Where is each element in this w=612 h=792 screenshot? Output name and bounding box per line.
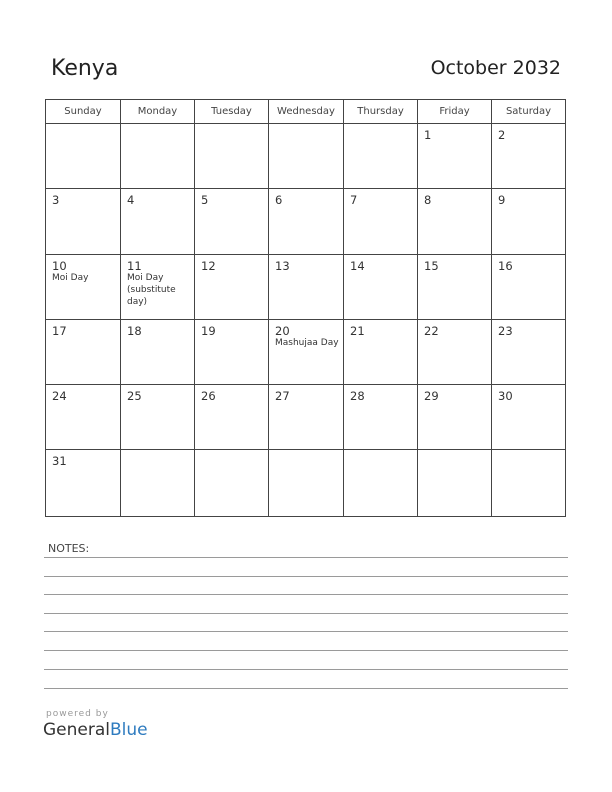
day-cell-empty[interactable] [418, 450, 492, 516]
weekday-tuesday: Tuesday [195, 100, 269, 123]
day-cell-26[interactable] [195, 385, 269, 449]
day-cell-1[interactable] [418, 124, 492, 188]
day-cell-11[interactable] [121, 255, 195, 319]
day-number: 12 [201, 259, 216, 273]
country-title: Kenya [51, 56, 119, 81]
day-number: 31 [52, 454, 67, 468]
day-number: 23 [498, 324, 513, 338]
day-number: 13 [275, 259, 290, 273]
day-number: 16 [498, 259, 513, 273]
day-number: 26 [201, 389, 216, 403]
notes-label: NOTES: [48, 542, 90, 555]
day-cell-8[interactable] [418, 189, 492, 254]
notes-line [44, 650, 568, 651]
day-number: 6 [275, 193, 283, 207]
weekday-wednesday: Wednesday [269, 100, 344, 123]
day-number: 2 [498, 128, 506, 142]
day-cell-empty[interactable] [46, 124, 121, 188]
day-number: 15 [424, 259, 439, 273]
day-number: 3 [52, 193, 60, 207]
weekday-header-row [46, 100, 565, 124]
weekday-sunday: Sunday [46, 100, 121, 123]
day-cell-30[interactable] [492, 385, 565, 449]
day-cell-9[interactable] [492, 189, 565, 254]
day-number: 30 [498, 389, 513, 403]
day-cell-21[interactable] [344, 320, 418, 384]
day-cell-27[interactable] [269, 385, 344, 449]
day-cell-2[interactable] [492, 124, 565, 188]
holiday-label: Moi Day (substitute day) [127, 273, 176, 307]
day-cell-25[interactable] [121, 385, 195, 449]
day-cell-empty[interactable] [269, 450, 344, 516]
day-cell-20[interactable] [269, 320, 344, 384]
day-cell-31[interactable] [46, 450, 121, 516]
day-cell-3[interactable] [46, 189, 121, 254]
day-cell-29[interactable] [418, 385, 492, 449]
day-number: 28 [350, 389, 365, 403]
day-number: 22 [424, 324, 439, 338]
weekday-monday: Monday [121, 100, 195, 123]
day-cell-13[interactable] [269, 255, 344, 319]
week-row [46, 189, 565, 255]
day-cell-6[interactable] [269, 189, 344, 254]
day-cell-empty[interactable] [344, 124, 418, 188]
day-cell-5[interactable] [195, 189, 269, 254]
day-number: 14 [350, 259, 365, 273]
day-number: 5 [201, 193, 209, 207]
day-number: 8 [424, 193, 432, 207]
month-year-title: October 2032 [430, 57, 561, 79]
calendar-grid [45, 99, 566, 517]
day-cell-24[interactable] [46, 385, 121, 449]
day-number: 24 [52, 389, 67, 403]
day-number: 7 [350, 193, 358, 207]
day-number: 27 [275, 389, 290, 403]
day-number: 19 [201, 324, 216, 338]
day-cell-empty[interactable] [195, 450, 269, 516]
holiday-label: Mashujaa Day [275, 338, 339, 348]
day-cell-28[interactable] [344, 385, 418, 449]
day-cell-17[interactable] [46, 320, 121, 384]
day-cell-10[interactable] [46, 255, 121, 319]
day-cell-22[interactable] [418, 320, 492, 384]
notes-line [44, 613, 568, 614]
day-number: 25 [127, 389, 142, 403]
weekday-saturday: Saturday [505, 106, 552, 117]
day-cell-12[interactable] [195, 255, 269, 319]
day-cell-empty[interactable] [269, 124, 344, 188]
day-cell-19[interactable] [195, 320, 269, 384]
day-number: 9 [498, 193, 506, 207]
day-cell-14[interactable] [344, 255, 418, 319]
day-number: 20 [275, 324, 290, 338]
day-number: 29 [424, 389, 439, 403]
brand-blue: Blue [110, 720, 148, 740]
brand-logo[interactable] [43, 720, 148, 740]
weekday-thursday: Thursday [344, 100, 418, 123]
week-row [46, 385, 565, 450]
day-cell-16[interactable] [492, 255, 565, 319]
day-cell-15[interactable] [418, 255, 492, 319]
day-number: 21 [350, 324, 365, 338]
day-number: 10 [52, 259, 67, 273]
notes-line [44, 688, 568, 689]
day-cell-empty[interactable] [492, 450, 565, 516]
day-cell-7[interactable] [344, 189, 418, 254]
weekday-friday: Friday [418, 100, 492, 123]
day-cell-empty[interactable] [195, 124, 269, 188]
week-row [46, 450, 565, 516]
day-cell-18[interactable] [121, 320, 195, 384]
day-number: 1 [424, 128, 432, 142]
notes-line [44, 631, 568, 632]
powered-by-text: powered by [46, 709, 109, 719]
week-row [46, 255, 565, 320]
day-cell-empty[interactable] [344, 450, 418, 516]
week-row [46, 124, 565, 189]
day-number: 17 [52, 324, 67, 338]
notes-line [44, 576, 568, 577]
notes-line [44, 557, 568, 558]
week-row [46, 320, 565, 385]
day-cell-4[interactable] [121, 189, 195, 254]
holiday-label: Moi Day [52, 273, 89, 283]
day-cell-23[interactable] [492, 320, 565, 384]
notes-line [44, 669, 568, 670]
day-cell-empty[interactable] [121, 450, 195, 516]
day-number: 4 [127, 193, 135, 207]
brand-general: General [43, 720, 110, 740]
day-number: 11 [127, 259, 142, 273]
notes-line [44, 594, 568, 595]
day-number: 18 [127, 324, 142, 338]
day-cell-empty[interactable] [121, 124, 195, 188]
